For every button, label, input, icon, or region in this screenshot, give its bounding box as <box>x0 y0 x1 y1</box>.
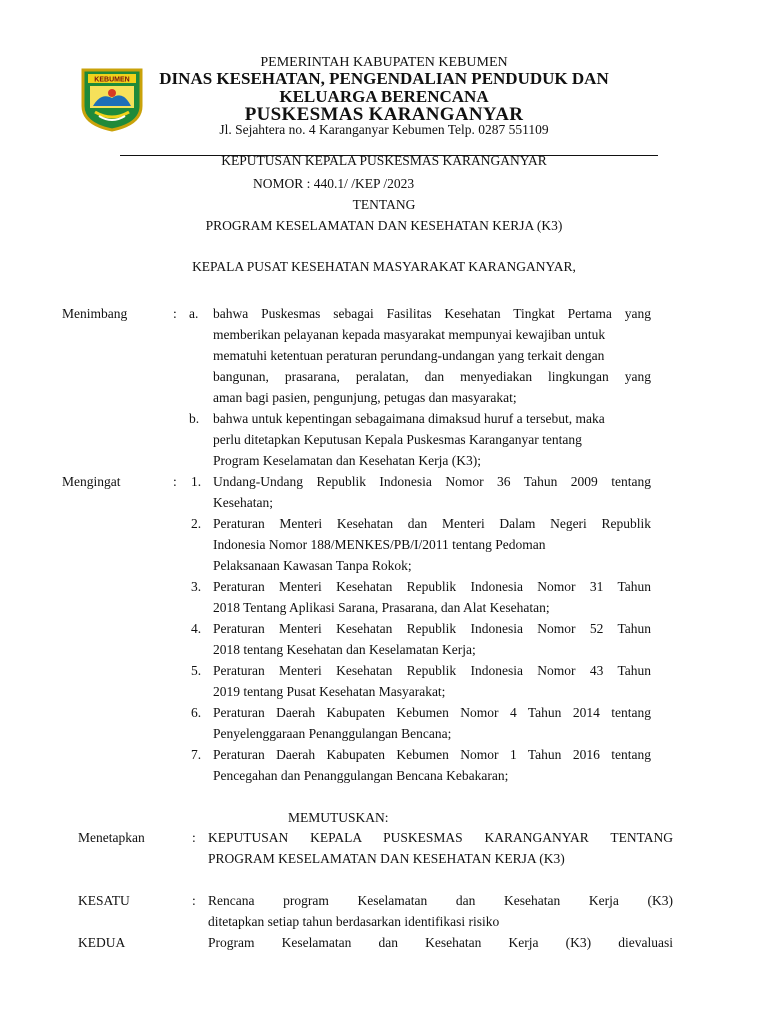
mengingat-item-number: 7. <box>191 747 202 762</box>
memutuskan-heading: MEMUTUSKAN: <box>288 810 389 825</box>
kesatu-line: Rencana program Keselamatan dan Kesehatan Kerja (K3) <box>208 893 673 908</box>
menetapkan-line: KEPUTUSAN KEPALA PUSKESMAS KARANGANYAR TENTANG <box>208 830 673 845</box>
menetapkan-colon: : <box>192 830 196 845</box>
kesatu-colon: : <box>192 893 196 908</box>
decree-tentang: TENTANG <box>352 197 416 212</box>
mengingat-item-number: 3. <box>191 579 202 594</box>
mengingat-item-line: Penyelenggaraan Penanggulangan Bencana; <box>213 726 452 741</box>
menimbang-colon: : <box>173 306 177 321</box>
mengingat-item-line: 2018 Tentang Aplikasi Sarana, Prasarana, dan Alat Kesehatan; <box>213 600 550 615</box>
mengingat-item-line: Kesehatan; <box>213 495 273 510</box>
menimbang-a-line: memberikan pelayanan kepada masyarakat mempunyai kewajiban untuk <box>213 327 606 342</box>
menimbang-a-marker: a. <box>189 306 199 321</box>
mengingat-item-number: 5. <box>191 663 202 678</box>
kedua-label: KEDUA <box>78 935 126 950</box>
menimbang-a-line: bahwa Puskesmas sebagai Fasilitas Kesehatan Tingkat Pertama yang <box>213 306 651 321</box>
menimbang-b-marker: b. <box>189 411 200 426</box>
mengingat-item-line: Indonesia Nomor 188/MENKES/PB/I/2011 tentang Pedoman <box>213 537 546 552</box>
mengingat-item-line: Peraturan Daerah Kabupaten Kebumen Nomor 1 Tahun 2016 tentang <box>213 747 651 762</box>
mengingat-item-number: 1. <box>191 474 202 489</box>
mengingat-item-number: 6. <box>191 705 202 720</box>
mengingat-item-line: Peraturan Menteri Kesehatan Republik Indonesia Nomor 52 Tahun <box>213 621 651 636</box>
mengingat-item-line: Peraturan Menteri Kesehatan Republik Indonesia Nomor 31 Tahun <box>213 579 651 594</box>
letterhead-address: Jl. Sejahtera no. 4 Karanganyar Kebumen Telp. 0287 551109 <box>219 122 549 137</box>
menimbang-b-line: Program Keselamatan dan Kesehatan Kerja (K3); <box>213 453 482 468</box>
mengingat-colon: : <box>173 474 177 489</box>
menetapkan-label: Menetapkan <box>78 830 145 845</box>
svg-text:KEBUMEN: KEBUMEN <box>94 76 130 84</box>
mengingat-label: Mengingat <box>62 474 121 489</box>
mengingat-item-line: Pelaksanaan Kawasan Tanpa Rokok; <box>213 558 412 573</box>
menimbang-a-line: bangunan, prasarana, peralatan, dan menyediakan lingkungan yang <box>213 369 651 384</box>
menimbang-b-line: perlu ditetapkan Keputusan Kepala Puskesmas Karanganyar tentang <box>213 432 582 447</box>
kepala-heading: KEPALA PUSAT KESEHATAN MASYARAKAT KARANGANYAR, <box>192 259 576 274</box>
mengingat-item-line: Peraturan Menteri Kesehatan dan Menteri Dalam Negeri Republik <box>213 516 651 531</box>
mengingat-item-line: Peraturan Menteri Kesehatan Republik Indonesia Nomor 43 Tahun <box>213 663 651 678</box>
letterhead-government: PEMERINTAH KABUPATEN KEBUMEN <box>260 55 508 70</box>
menetapkan-line: PROGRAM KESELAMATAN DAN KESEHATAN KERJA (K3) <box>208 851 565 866</box>
kedua-line: Program Keselamatan dan Kesehatan Kerja (K3) dievaluasi <box>208 935 673 950</box>
menimbang-label: Menimbang <box>62 306 128 321</box>
menimbang-b-line: bahwa untuk kepentingan sebagaimana dimaksud huruf a tersebut, maka <box>213 411 605 426</box>
letterhead-agency: DINAS KESEHATAN, PENGENDALIAN PENDUDUK DAN <box>159 69 609 88</box>
mengingat-item-number: 2. <box>191 516 202 531</box>
letterhead-puskesmas: PUSKESMAS KARANGANYAR <box>244 104 524 125</box>
mengingat-item-number: 4. <box>191 621 202 636</box>
menimbang-a-line: mematuhi ketentuan peraturan perundang-undangan yang terkait dengan <box>213 348 605 363</box>
decree-subject: PROGRAM KESELAMATAN DAN KESEHATAN KERJA (K3) <box>205 218 563 233</box>
kesatu-line: ditetapkan setiap tahun berdasarkan identifikasi risiko <box>208 914 500 929</box>
decree-title: KEPUTUSAN KEPALA PUSKESMAS KARANGANYAR <box>221 153 547 168</box>
mengingat-item-line: Pencegahan dan Penanggulangan Bencana Kebakaran; <box>213 768 509 783</box>
letterhead-agency-cont: KELUARGA BERENCANA <box>279 87 489 106</box>
menimbang-a-line: aman bagi pasien, pengunjung, petugas dan masyarakat; <box>213 390 517 405</box>
mengingat-item-line: 2018 tentang Kesehatan dan Keselamatan Kerja; <box>213 642 476 657</box>
mengingat-item-line: 2019 tentang Pusat Kesehatan Masyarakat; <box>213 684 446 699</box>
decree-number: NOMOR : 440.1/ /KEP /2023 <box>253 176 415 191</box>
mengingat-item-line: Peraturan Daerah Kabupaten Kebumen Nomor 4 Tahun 2014 tentang <box>213 705 651 720</box>
kesatu-label: KESATU <box>78 893 130 908</box>
mengingat-item-line: Undang-Undang Republik Indonesia Nomor 36 Tahun 2009 tentang <box>213 474 651 489</box>
